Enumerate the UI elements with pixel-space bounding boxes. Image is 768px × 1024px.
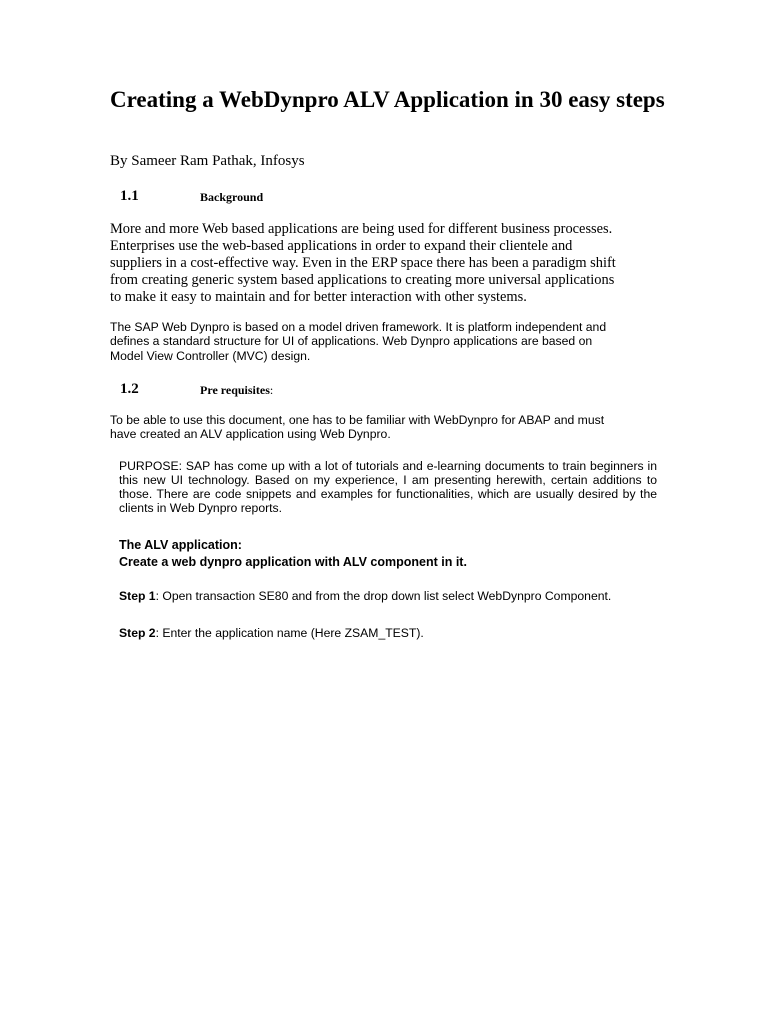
- paragraph-line: have created an ALV application using Web Dynpro.: [110, 427, 391, 442]
- section-number: 1.1: [120, 188, 139, 204]
- alv-heading-line: Create a web dynpro application with ALV component in it.: [119, 554, 467, 569]
- paragraph-line: More and more Web based applications are being used for different business processes.: [110, 221, 613, 237]
- section-label: [200, 381, 273, 399]
- purpose-paragraph: PURPOSE: SAP has come up with a lot of tutorials and e-learning documents to train beginners in this new UI technology. Based on my experience, I am presenting herewith, certain additions to those. There are code snippets and examples for functionalities, which are usually desired by the clients in Web Dynpro reports.: [119, 459, 657, 515]
- step-label: Step 1: [119, 589, 156, 603]
- paragraph-line: from creating generic system based applications to creating more universal applications: [110, 272, 615, 288]
- alv-heading-line: The ALV application:: [119, 538, 242, 552]
- section-label-suffix: :: [269, 383, 274, 397]
- web-dynpro-paragraph: [110, 320, 655, 363]
- paragraph-line: To be able to use this document, one has to be familiar with WebDynpro for ABAP and must: [110, 413, 605, 427]
- step-text: : Open transaction SE80 and from the drop down list select WebDynpro Component.: [155, 589, 612, 603]
- section-label-text: Pre requisites: [200, 383, 270, 397]
- paragraph-line: Model View Controller (MVC) design.: [110, 348, 311, 363]
- prerequisites-paragraph: [110, 413, 655, 442]
- paragraph-line: The SAP Web Dynpro is based on a model driven framework. It is platform independent and: [110, 320, 607, 334]
- paragraph-line: suppliers in a cost-effective way. Even in the ERP space there has been a paradigm shift: [110, 255, 616, 271]
- background-paragraph: [110, 221, 655, 306]
- paragraph-line: defines a standard structure for UI of applications. Web Dynpro applications are based on: [110, 334, 593, 349]
- section-number: 1.2: [120, 381, 139, 397]
- document-title: Creating a WebDynpro ALV Application in 30 easy steps: [110, 87, 665, 112]
- paragraph-line: Enterprises use the web-based applications in order to expand their clientele and: [110, 238, 573, 254]
- section-label: Background: [200, 190, 264, 204]
- author-byline: By Sameer Ram Pathak, Infosys: [110, 153, 305, 169]
- paragraph-line: to make it easy to maintain and for better interaction with other systems.: [110, 289, 527, 305]
- step-1: [119, 589, 611, 604]
- step-text: : Enter the application name (Here ZSAM_TEST).: [155, 626, 424, 640]
- alv-application-heading: [119, 537, 467, 570]
- step-label: Step 2: [119, 626, 156, 640]
- step-2: [119, 626, 424, 641]
